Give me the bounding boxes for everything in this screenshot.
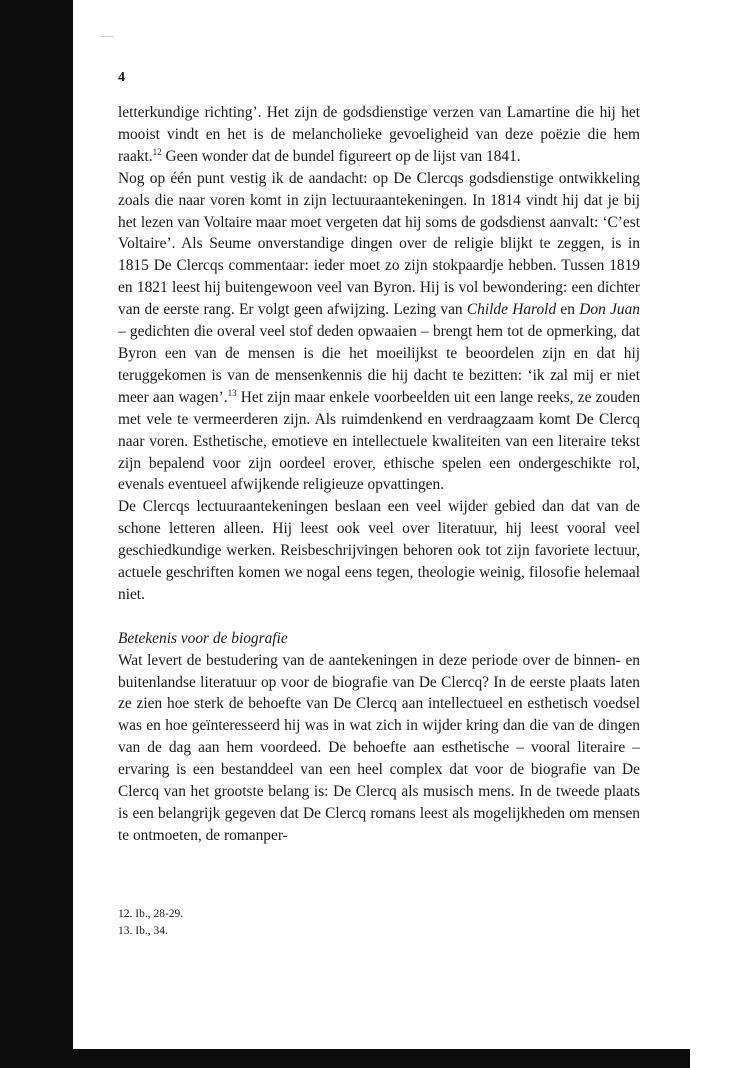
text-run: Het zijn maar enkele voorbeelden uit een lange reeks, ze zouden met vele te vermeerderen zijn. Als ruimdenkend en verdraagzaam komt De Clercq naar voren. Esthetische, emotieve en intellectuele kwaliteiten van een literaire tekst zijn bepalend voor zijn oordeel erover, ethische spelen een ondergeschikte rol, evenals eventueel afwijkende religieuze opvattingen. [118, 388, 641, 494]
text-run: De Clercqs lectuuraantekeningen beslaan een veel wijder gebied dan dat van de schone letteren alleen. Hij leest ook veel over literatuur, hij leest vooral veel geschiedkundige werken. Reisbeschrijvingen behoren ook tot zijn favoriete lectuur, actuele geschriften komen we nogal eens tegen, theologie weinig, filosofie helemaal niet. [118, 498, 640, 603]
paragraph [118, 496, 640, 606]
section-paragraph: Wat levert de bestudering van de aantekeningen in deze periode over de binnen- en buitenlandse literatuur op voor de biografie van De Clercq? In de eerste plaats laten ze zien hoe sterk de behoefte van De Clercq aan intellectueel en esthetisch voedsel was en hoe geïnteresseerd hij was in wat zich in wijder kring dan die van de dingen van de dag aan hem voordeed. De behoefte aan esthetische – vooral literaire – ervaring is een bestanddeel van een heel complex dat voor de biografie van De Clercq van het grootste belang is: De Clercq als musisch mens. In de tweede plaats is een belangrijk gegeven dat De Clercq romans leest als mogelijkheden om mensen te ontmoeten, de romanper- [118, 651, 640, 844]
footnote-12: 12. Ib., 28-29. [118, 908, 184, 920]
scan-mark [100, 36, 114, 37]
italic-title: Don Juan [579, 301, 640, 319]
text-run: letterkundige richting’. Het zijn de godsdienstige verzen van Lamartine die hij het mooist vindt en het is de melancholieke gevoeligheid van deze poëzie die hem raakt. [118, 104, 640, 165]
paragraph [118, 168, 640, 497]
text-run: – gedichten die overal veel stof deden opwaaien – brengt hem tot de opmerking, dat Byron een van de mensen is die het moeilijkst te beoordelen zijn en dat hij teruggekomen is van de mensenkennis die hij dacht te bezitten: ‘ik zal mij er niet meer aan wagen’. [118, 323, 640, 406]
text-run: Geen wonder dat de bundel figureert op de lijst van 1841. [161, 147, 521, 165]
paragraph [118, 102, 640, 168]
footnote-13: 13. Ib., 34. [118, 925, 168, 937]
scan-bottom-border [73, 1049, 690, 1068]
body-text [118, 102, 640, 847]
footnote-ref: 13 [227, 387, 237, 398]
footnotes [118, 906, 183, 940]
text-run: Nog op één punt vestig ik de aandacht: op De Clercqs godsdienstige ontwikkeling zoals die naar voren komt in zijn lectuuraantekeningen. In 1814 vindt hij dat je bij het lezen van Voltaire maar moet vergeten dat hij soms de godsdienst aanvalt: ‘C’est Voltaire’. Als Seume onverstandige dingen over de religie blijkt te zeggen, is in 1815 De Clercqs commentaar: ieder moet zo zijn stokpaardje hebben. Tussen 1819 en 1821 leest hij buitengewoon veel van Byron. Hij is vol bewondering: een dichter van de eerste rang. Er volgt geen afwijzing. Lezing van [118, 169, 640, 319]
scan-left-border [0, 0, 73, 1068]
text-run: en [556, 301, 580, 319]
footnote-ref: 12 [152, 146, 162, 157]
italic-title: Childe Harold [466, 301, 557, 319]
opening-paragraphs [118, 102, 640, 606]
page-number: 4 [118, 70, 125, 85]
section-heading: Betekenis voor de biografie [118, 629, 288, 647]
